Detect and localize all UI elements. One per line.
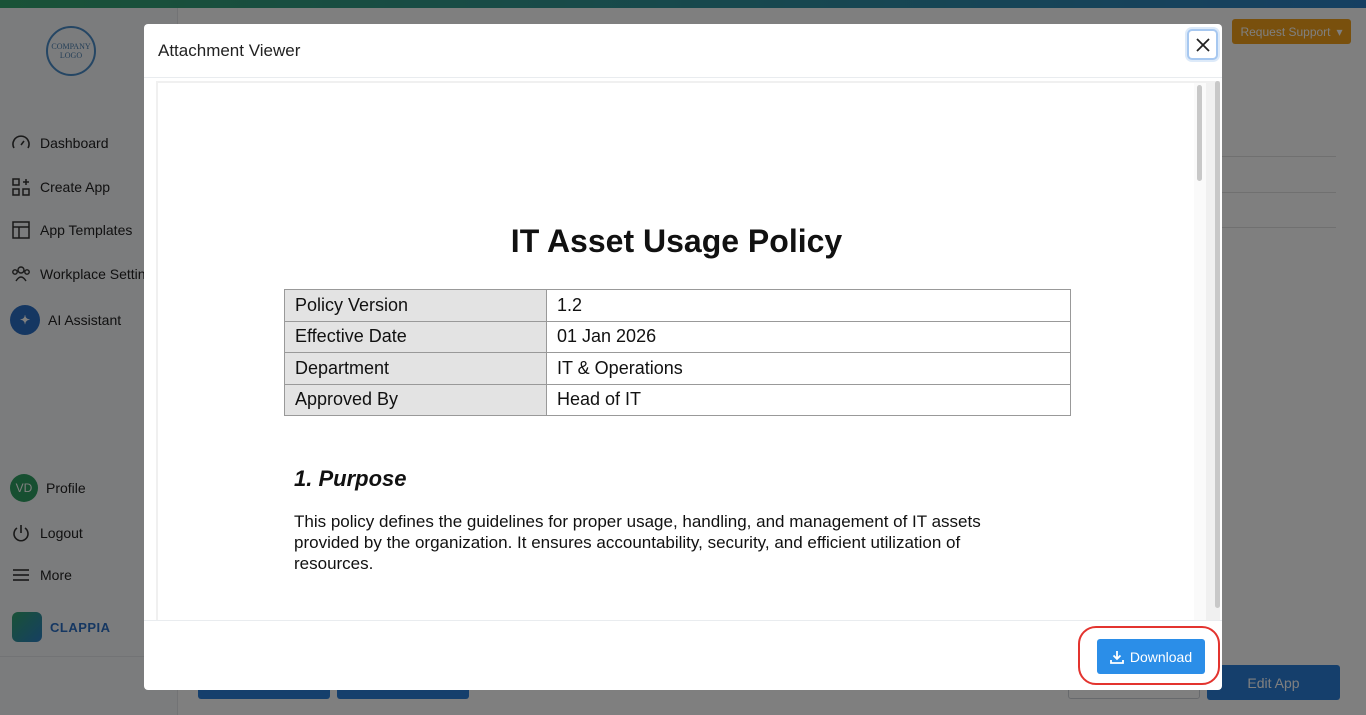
table-cell-value: Head of IT [547,384,1071,416]
modal-header [144,24,1222,78]
table-cell-label: Effective Date [285,321,547,353]
download-icon [1110,650,1124,664]
document-scrollbar-thumb[interactable] [1197,85,1202,181]
download-button[interactable] [1097,639,1205,674]
download-label: Download [1129,648,1193,665]
table-cell-label: Approved By [285,384,547,416]
table-cell-label: Policy Version [285,290,547,322]
close-icon [1195,37,1211,53]
table-row [285,384,1071,416]
document-title: IT Asset Usage Policy [510,223,843,259]
table-row [285,353,1071,385]
section-heading: 1. Purpose [294,466,407,491]
document-page [158,83,1195,620]
table-cell-label: Department [285,353,547,385]
document-viewer[interactable] [156,81,1220,620]
modal-footer [144,620,1222,690]
close-button[interactable] [1187,29,1218,60]
table-row [285,290,1071,322]
table-cell-value: 1.2 [547,290,1071,322]
table-row [285,321,1071,353]
modal-title: Attachment Viewer [158,41,301,60]
section-body: This policy defines the guidelines for proper usage, handling, and management of IT assets provided by the organization. It ensures accountability, security, and efficient utilization of resources. [294,512,981,573]
viewer-scrollbar[interactable] [1215,81,1220,608]
policy-info-table [284,289,1071,416]
table-cell-value: IT & Operations [547,353,1071,385]
attachment-viewer-modal [144,24,1222,690]
table-cell-value: 01 Jan 2026 [547,321,1071,353]
